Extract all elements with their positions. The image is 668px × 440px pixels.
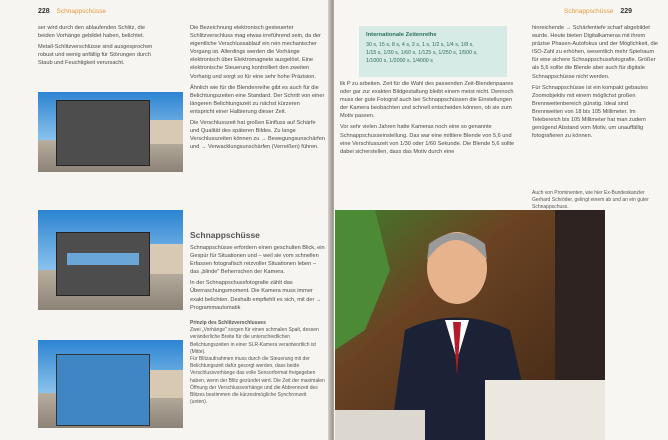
- shutter-photo-open: [38, 340, 183, 428]
- right-column-1-text: [340, 80, 520, 159]
- building: [146, 120, 183, 144]
- figure-caption: [190, 320, 325, 406]
- info-box-title: Internationale Zeitenreihe: [366, 32, 437, 38]
- caption-paragraph: Für Blitzaufnahmen muss durch die Steuerung mit der Belichtungszeit dafür gesorgt werden, dass beide Verschlussvorhänge das volle Sensorformat freigegeben haben, wenn der Blitz gezündet wird. Die Zeit der maximalen Öffnung der Verschlussvorhänge und die Abbrennzeit des Blitzes bestimmen die kürzestmögliche Synchronzeit (unten).: [190, 356, 325, 406]
- right-page-number: 229: [620, 8, 632, 15]
- paragraph: Metall-Schlitzverschlüsse sind ausgesprochen robust und wenig anfällig für Störungen durch Staub und Feuchtigkeit verursacht.: [38, 44, 153, 67]
- photo-caption: Auch von Prominenten, wie hier Ex-Bundeskanzler Gerhard Schröder, gelingt einem ab und an ein guter Schnappschuss.: [532, 190, 649, 211]
- building: [146, 370, 183, 398]
- info-box-row: 1/1000 s, 1/2000 s, 1/4000 s: [366, 58, 433, 64]
- paragraph: lik P zu arbeiten. Zeit für die Wahl des passenden Zeit-Blendenpaares oder gar zur exakten Bildgestaltung bleibt einem meist nicht. Dennoch muss der gute Fotograf auch bei Schnappschüssen die Einstellungen der Kamera beobachten und schnell entscheiden können, ob sie zum Motiv passen.: [340, 81, 514, 120]
- shutter-curtain: [56, 232, 150, 296]
- paragraph: Ähnlich wie für die Blendenreihe gibt es auch für die Belichtungszeiten eine Standard. Der Schritt von einer längeren Belichtungszeit zu nächst kürzeren entspricht einer Halbierung dieser Zeit.: [190, 84, 325, 115]
- section-heading: Schnappschüsse: [190, 230, 260, 240]
- left-page: [0, 0, 331, 440]
- shutter-open-frame: [56, 354, 150, 426]
- paragraph: Schnappschüsse erfordern einen geschulten Blick, ein Gespür für Situationen und – weil sie vom schnellen Erfassen fotografisch reizvoller Situationen leben – das „blinde" Beherrschen der Kamera.: [190, 245, 325, 276]
- building: [146, 244, 183, 274]
- left-page-number: 228: [38, 8, 50, 15]
- left-column-1-text: [38, 24, 158, 70]
- paragraph: Die Bezeichnung elektronisch gesteuerter Schlitzverschluss mag etwas irreführend sein, da der eigentliche Verschlussablauf ein rein mechanischer Vorgang ist. Allerdings werden die Vorhänge elektronisch über Elektromagnete ausgelöst. Eine elektronische Steuerung kontrolliert den zweiten Vorhang und sorgt so für eine sehr hohe Präzision.: [190, 25, 321, 80]
- left-column-2-text: [190, 24, 325, 154]
- left-running-head-title: Schnappschüsse: [56, 8, 107, 15]
- left-section-text: [190, 244, 325, 315]
- caption-title: Prinzip des Schlitzverschlusses: [190, 320, 266, 326]
- schnappschuss-photo: [335, 210, 605, 440]
- shutter-slit: [67, 253, 139, 265]
- info-box-row: 30 s, 15 s, 8 s, 4 s, 2 s, 1 s, 1/2 s, 1/4 s, 1/8 s,: [366, 42, 474, 48]
- paragraph: Vor sehr vielen Jahren hatte Kameras noch eine so genannte Schnappschusseinstellung. Das war eine mittlere Blende von 5,6 und eine Verschlusszeit von 1/30 oder 1/60 Sekunde. Die Blende 5,6 sollte dabei sicherstellen, dass das Motiv durch eine: [340, 124, 515, 155]
- caption-paragraph: Zwei „Vorhänge" sorgen für einen schmalen Spalt, dessen veränderliche Breite für die unterschiedlichen Belichtungszeiten in einer SLR-Kamera verantwortlich ist (Mitte).: [190, 327, 319, 355]
- right-running-head-title: Schnappschüsse: [563, 8, 614, 15]
- info-box: [359, 26, 507, 77]
- photo-illustration: [335, 210, 605, 440]
- paragraph: ser wird durch den ablaufenden Schlitz, die beiden Vorhänge gebildet haben, belichtet.: [38, 25, 145, 40]
- paragraph: Die Verschlusszeit hat großen Einfluss auf Schärfe und Qualität des späteren Bildes. Zu lange Verschlusszeiten können zu → Bewegungsunschärfen und → Verwacklungsunschärfen (Verreißen) führen.: [190, 120, 325, 151]
- shutter-photo-slit: [38, 210, 183, 310]
- right-column-2-text: [532, 24, 658, 143]
- left-running-head: [38, 8, 106, 15]
- paragraph: Für Schnappschüsse ist ein kompakt gebautes Zoomobjektiv mit einem möglichst großen Brennweitenbereich günstig. Ideal sind Brennweiten von 18 bis 105 Millimeter. Im Telebereich bis 105 Millimeter hat man zudem genügend Abstand vom Motiv, um unauffällig fotografieren zu können.: [532, 84, 648, 140]
- paragraph: hinreichende → Schärfentiefe scharf abgebildet wurde. Heute bieten Digitalkameras mit ihrem präzise Phasen-Autofokus und der Möglichkeit, die ISO-Zahl zu erhöhen, wesentlich mehr Spielraum für eine sichere Schnappschussfotografie. Größer als 5,6 sollte die Blende aber auch für digitale Schnappschüsse nicht werden.: [532, 25, 658, 80]
- right-running-head: [564, 8, 632, 15]
- shutter-photo-closed: [38, 92, 183, 172]
- shutter-curtain: [56, 100, 150, 166]
- info-box-row: 1/15 s, 1/30 s, 1/60 s, 1/125 s, 1/250 s, 1/500 s,: [366, 50, 478, 56]
- paragraph: In der Schnappschussfotografie zählt das Überraschungsmoment. Die Kamera muss immer exakt belichten. Deshalb empfiehlt es sich, mit der → Programmautomatik: [190, 280, 322, 311]
